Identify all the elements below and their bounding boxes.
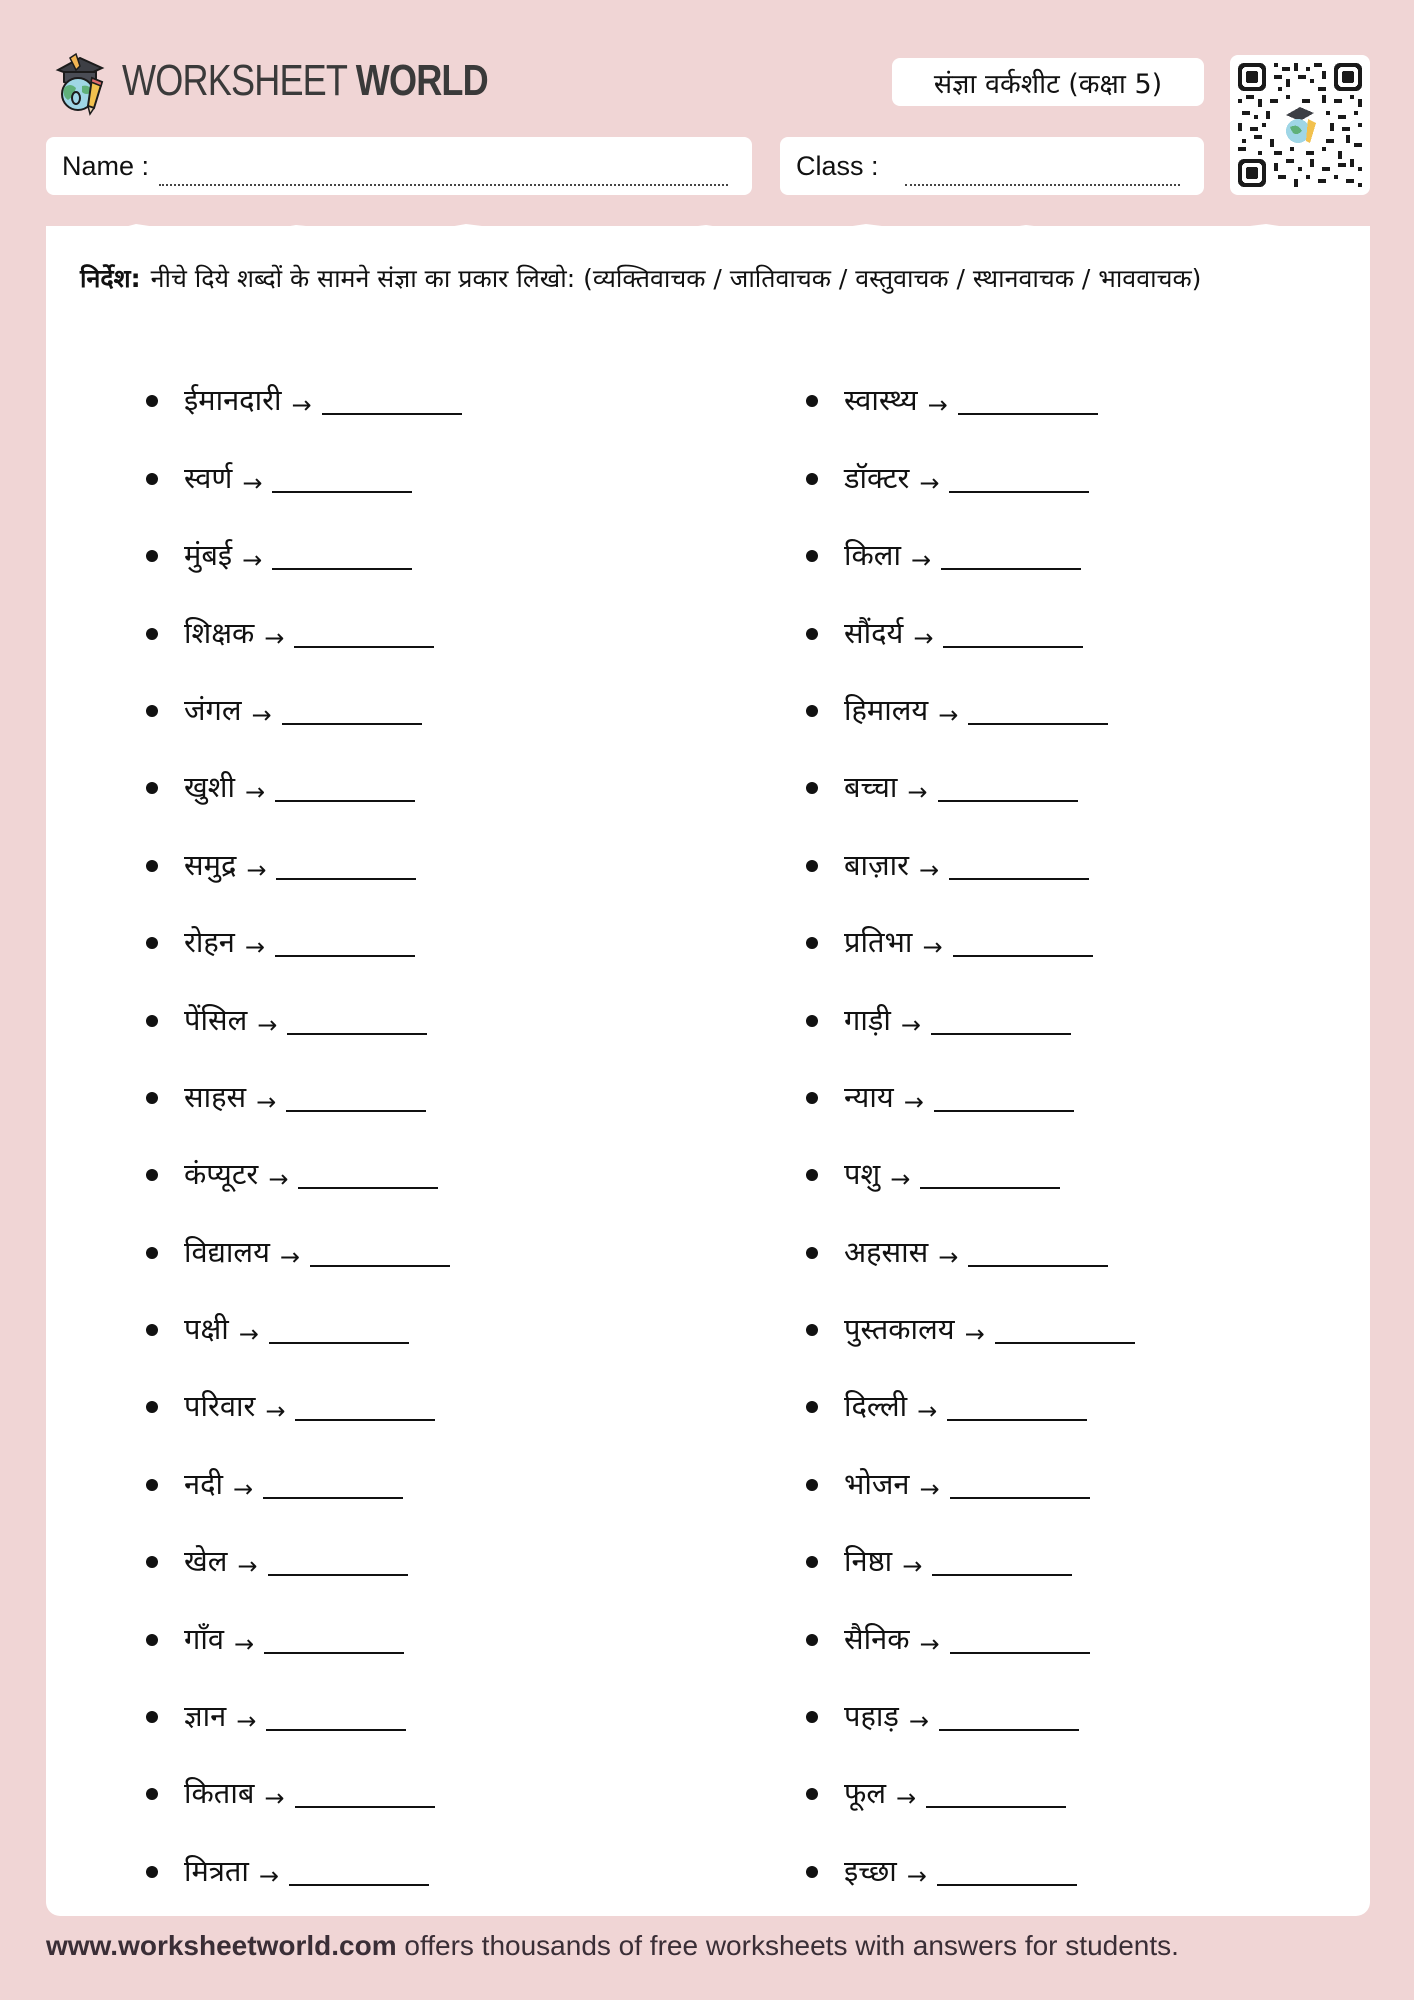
arrow-icon: → xyxy=(238,1320,259,1349)
footer xyxy=(46,1930,1179,1962)
arrow-icon: → xyxy=(964,1320,985,1349)
arrow-icon: → xyxy=(917,1397,938,1426)
list-item xyxy=(806,1362,1366,1439)
word: ज्ञान xyxy=(184,1699,227,1734)
name-input-line[interactable] xyxy=(159,156,728,186)
arrow-icon: → xyxy=(902,1552,923,1581)
word: किताब xyxy=(184,1776,255,1811)
name-label: Name : xyxy=(62,150,150,181)
word: पशु xyxy=(844,1157,881,1192)
arrow-icon: → xyxy=(919,1474,940,1503)
footer-site-link[interactable]: www.worksheetworld.com xyxy=(46,1930,397,1961)
bullet-icon xyxy=(146,628,158,640)
bullet-icon xyxy=(806,473,818,485)
bullet-icon xyxy=(146,1401,158,1413)
answer-blank[interactable] xyxy=(275,955,415,957)
worksheet-card xyxy=(46,226,1370,1916)
answer-blank[interactable] xyxy=(995,1342,1135,1344)
list-item xyxy=(806,356,1366,433)
list-item xyxy=(806,1053,1366,1130)
bullet-icon xyxy=(806,937,818,949)
bullet-icon xyxy=(806,1401,818,1413)
answer-blank[interactable] xyxy=(266,1729,406,1731)
word: परिवार xyxy=(184,1389,256,1424)
word: पेंसिल xyxy=(184,1002,248,1037)
instructions-text: नीचे दिये शब्दों के सामने संज्ञा का प्रकार लिखो: (व्यक्तिवाचक / जातिवाचक / वस्तुवाचक / स्थानवाचक / भाववाचक) xyxy=(150,264,1202,293)
list-item xyxy=(806,588,1366,665)
word: जंगल xyxy=(184,692,242,727)
arrow-icon: → xyxy=(265,1397,286,1426)
word: समुद्र xyxy=(184,847,237,882)
answer-blank[interactable] xyxy=(269,1342,409,1344)
arrow-icon: → xyxy=(918,855,940,884)
word: शिक्षक xyxy=(184,615,255,650)
bullet-icon xyxy=(806,782,818,794)
list-item xyxy=(806,666,1366,743)
list-item xyxy=(806,898,1366,975)
arrow-icon: → xyxy=(908,1707,930,1736)
word: हिमालय xyxy=(844,692,929,727)
list-item xyxy=(146,1439,706,1516)
list-item xyxy=(806,511,1366,588)
word: साहस xyxy=(184,1079,247,1114)
answer-blank[interactable] xyxy=(275,800,415,802)
list-item xyxy=(146,1053,706,1130)
arrow-icon: → xyxy=(890,1165,911,1194)
list-item xyxy=(146,820,706,897)
instructions-label: निर्देश: xyxy=(80,264,141,293)
bullet-icon xyxy=(806,1169,818,1181)
class-label: Class : xyxy=(796,150,879,181)
arrow-icon: → xyxy=(233,1474,254,1503)
bullet-icon xyxy=(806,550,818,562)
answer-blank[interactable] xyxy=(958,413,1098,415)
bullet-icon xyxy=(146,473,158,485)
word: ईमानदारी xyxy=(184,383,282,418)
list-item xyxy=(146,1594,706,1671)
arrow-icon: → xyxy=(927,391,948,420)
arrow-icon: → xyxy=(256,1087,277,1116)
answer-blank[interactable] xyxy=(276,878,416,880)
arrow-icon: → xyxy=(906,1861,927,1890)
list-item xyxy=(146,433,706,510)
list-item xyxy=(806,743,1366,820)
list-item xyxy=(146,1207,706,1284)
word: कंप्यूटर xyxy=(184,1157,259,1192)
word: किला xyxy=(844,538,901,573)
word: रोहन xyxy=(184,925,235,960)
class-field[interactable] xyxy=(780,137,1204,195)
list-item xyxy=(806,1594,1366,1671)
bullet-icon xyxy=(146,1324,158,1336)
answer-blank[interactable] xyxy=(289,1884,429,1886)
word: दिल्ली xyxy=(844,1389,908,1424)
bullet-icon xyxy=(806,860,818,872)
arrow-icon: → xyxy=(264,623,285,652)
answer-blank[interactable] xyxy=(968,1265,1108,1267)
bullet-icon xyxy=(146,1015,158,1027)
list-item xyxy=(806,1130,1366,1207)
bullet-icon xyxy=(806,1634,818,1646)
answer-blank[interactable] xyxy=(310,1265,450,1267)
word: मित्रता xyxy=(184,1853,249,1888)
bullet-icon xyxy=(146,937,158,949)
bullet-icon xyxy=(146,395,158,407)
bullet-icon xyxy=(146,705,158,717)
bullet-icon xyxy=(146,1866,158,1878)
list-item xyxy=(146,1362,706,1439)
answer-blank[interactable] xyxy=(943,646,1083,648)
bullet-icon xyxy=(146,1247,158,1259)
bullet-icon xyxy=(806,1711,818,1723)
answer-blank[interactable] xyxy=(282,723,422,725)
list-item xyxy=(146,975,706,1052)
brand-name xyxy=(122,56,488,106)
list-item xyxy=(146,743,706,820)
word: गाड़ी xyxy=(844,1002,891,1037)
word: नदी xyxy=(184,1466,224,1501)
bullet-icon xyxy=(806,1556,818,1568)
arrow-icon: → xyxy=(244,933,265,962)
answer-blank[interactable] xyxy=(937,1884,1077,1886)
footer-text: offers thousands of free worksheets with answers for students. xyxy=(396,1930,1179,1961)
bullet-icon xyxy=(146,1092,158,1104)
arrow-icon: → xyxy=(291,391,312,420)
bullet-icon xyxy=(146,1788,158,1800)
brand-name-bold: WORLD xyxy=(355,56,488,105)
bullet-icon xyxy=(146,782,158,794)
answer-blank[interactable] xyxy=(920,1187,1060,1189)
word: स्वास्थ्य xyxy=(844,383,918,418)
answer-blank[interactable] xyxy=(949,491,1089,493)
list-item xyxy=(806,820,1366,897)
list-item xyxy=(146,511,706,588)
arrow-icon: → xyxy=(237,1552,258,1581)
word: सैनिक xyxy=(844,1621,910,1656)
list-item xyxy=(146,1130,706,1207)
word: गाँव xyxy=(184,1621,224,1656)
arrow-icon: → xyxy=(242,468,263,497)
answer-blank[interactable] xyxy=(950,1497,1090,1499)
list-item xyxy=(806,1517,1366,1594)
qr-code-icon xyxy=(1238,63,1362,187)
answer-blank[interactable] xyxy=(931,1033,1071,1035)
answer-blank[interactable] xyxy=(932,1574,1072,1576)
word: अहसास xyxy=(844,1234,929,1269)
bullet-icon xyxy=(146,860,158,872)
word: भोजन xyxy=(844,1466,910,1501)
answer-blank[interactable] xyxy=(294,646,434,648)
arrow-icon: → xyxy=(264,1784,285,1813)
list-item xyxy=(806,1439,1366,1516)
bullet-icon xyxy=(806,628,818,640)
answer-blank[interactable] xyxy=(286,1110,426,1112)
arrow-icon: → xyxy=(244,778,266,807)
answer-blank[interactable] xyxy=(953,955,1093,957)
word: फूल xyxy=(844,1776,887,1811)
arrow-icon: → xyxy=(242,546,263,575)
right-word-list xyxy=(806,356,1366,1904)
list-item xyxy=(806,1207,1366,1284)
list-item xyxy=(806,1672,1366,1749)
answer-blank[interactable] xyxy=(263,1497,403,1499)
answer-blank[interactable] xyxy=(272,568,412,570)
word: विद्यालय xyxy=(184,1234,270,1269)
bullet-icon xyxy=(806,705,818,717)
bullet-icon xyxy=(806,1324,818,1336)
list-item xyxy=(146,1826,706,1903)
word: मुंबई xyxy=(184,538,233,573)
list-item xyxy=(146,898,706,975)
answer-blank[interactable] xyxy=(947,1419,1087,1421)
bullet-icon xyxy=(146,1556,158,1568)
arrow-icon: → xyxy=(251,700,272,729)
word: पुस्तकालय xyxy=(844,1312,955,1347)
word: पहाड़ xyxy=(844,1699,899,1734)
answer-blank[interactable] xyxy=(298,1187,438,1189)
answer-blank[interactable] xyxy=(268,1574,408,1576)
word: प्रतिभा xyxy=(844,925,913,960)
word: सौंदर्य xyxy=(844,615,904,650)
word: खेल xyxy=(184,1544,228,1579)
arrow-icon: → xyxy=(922,933,943,962)
list-item xyxy=(806,1749,1366,1826)
answer-blank[interactable] xyxy=(322,413,462,415)
qr-code[interactable] xyxy=(1230,55,1370,195)
answer-blank[interactable] xyxy=(934,1110,1074,1112)
answer-blank[interactable] xyxy=(968,723,1108,725)
list-item xyxy=(146,356,706,433)
list-item xyxy=(806,433,1366,510)
arrow-icon: → xyxy=(907,778,928,807)
name-field[interactable] xyxy=(46,137,752,195)
bullet-icon xyxy=(806,1247,818,1259)
arrow-icon: → xyxy=(938,700,959,729)
answer-blank[interactable] xyxy=(287,1033,427,1035)
torn-paper-edge xyxy=(46,218,1370,242)
arrow-icon: → xyxy=(913,623,934,652)
left-word-list xyxy=(146,356,706,1904)
arrow-icon: → xyxy=(236,1707,257,1736)
arrow-icon: → xyxy=(900,1010,921,1039)
word: डॉक्टर xyxy=(844,460,910,495)
arrow-icon: → xyxy=(246,855,267,884)
answer-blank[interactable] xyxy=(295,1419,435,1421)
list-item xyxy=(806,1285,1366,1362)
arrow-icon: → xyxy=(268,1165,289,1194)
arrow-icon: → xyxy=(938,1242,959,1271)
brand-name-light: WORKSHEET xyxy=(122,56,347,105)
word: इच्छा xyxy=(844,1853,897,1888)
answer-blank[interactable] xyxy=(926,1806,1066,1808)
word: बच्चा xyxy=(844,770,898,805)
arrow-icon: → xyxy=(903,1087,924,1116)
word: निष्ठा xyxy=(844,1544,893,1579)
arrow-icon: → xyxy=(919,1629,940,1658)
answer-blank[interactable] xyxy=(938,800,1078,802)
answer-blank[interactable] xyxy=(272,491,412,493)
arrow-icon: → xyxy=(233,1629,255,1658)
list-item xyxy=(146,666,706,743)
bullet-icon xyxy=(806,1015,818,1027)
bullet-icon xyxy=(806,1788,818,1800)
list-item xyxy=(806,975,1366,1052)
list-item xyxy=(146,1749,706,1826)
arrow-icon: → xyxy=(279,1242,301,1271)
word: स्वर्ण xyxy=(184,460,233,495)
arrow-icon: → xyxy=(258,1861,280,1890)
list-item xyxy=(806,1826,1366,1903)
list-item xyxy=(146,588,706,665)
answer-blank[interactable] xyxy=(941,568,1081,570)
answer-blank[interactable] xyxy=(264,1652,404,1654)
bullet-icon xyxy=(806,1092,818,1104)
graduation-globe-pencil-icon xyxy=(46,46,114,116)
bullet-icon xyxy=(146,1169,158,1181)
brand-logo[interactable] xyxy=(46,46,568,116)
arrow-icon: → xyxy=(896,1784,917,1813)
list-item xyxy=(146,1285,706,1362)
instructions xyxy=(80,256,1280,302)
bullet-icon xyxy=(146,550,158,562)
list-item xyxy=(146,1672,706,1749)
bullet-icon xyxy=(806,395,818,407)
word: बाज़ार xyxy=(844,847,909,882)
arrow-icon: → xyxy=(919,468,940,497)
bullet-icon xyxy=(146,1634,158,1646)
list-item xyxy=(146,1517,706,1594)
answer-blank[interactable] xyxy=(295,1806,435,1808)
bullet-icon xyxy=(806,1866,818,1878)
arrow-icon: → xyxy=(257,1010,278,1039)
answer-blank[interactable] xyxy=(949,878,1089,880)
class-input-line[interactable] xyxy=(905,156,1180,186)
arrow-icon: → xyxy=(910,546,932,575)
answer-blank[interactable] xyxy=(950,1652,1090,1654)
bullet-icon xyxy=(146,1711,158,1723)
bullet-icon xyxy=(146,1479,158,1491)
word: पक्षी xyxy=(184,1312,229,1347)
word: खुशी xyxy=(184,770,235,805)
bullet-icon xyxy=(806,1479,818,1491)
worksheet-title: संज्ञा वर्कशीट (कक्षा 5) xyxy=(892,58,1204,106)
word: न्याय xyxy=(844,1079,894,1114)
answer-blank[interactable] xyxy=(939,1729,1079,1731)
